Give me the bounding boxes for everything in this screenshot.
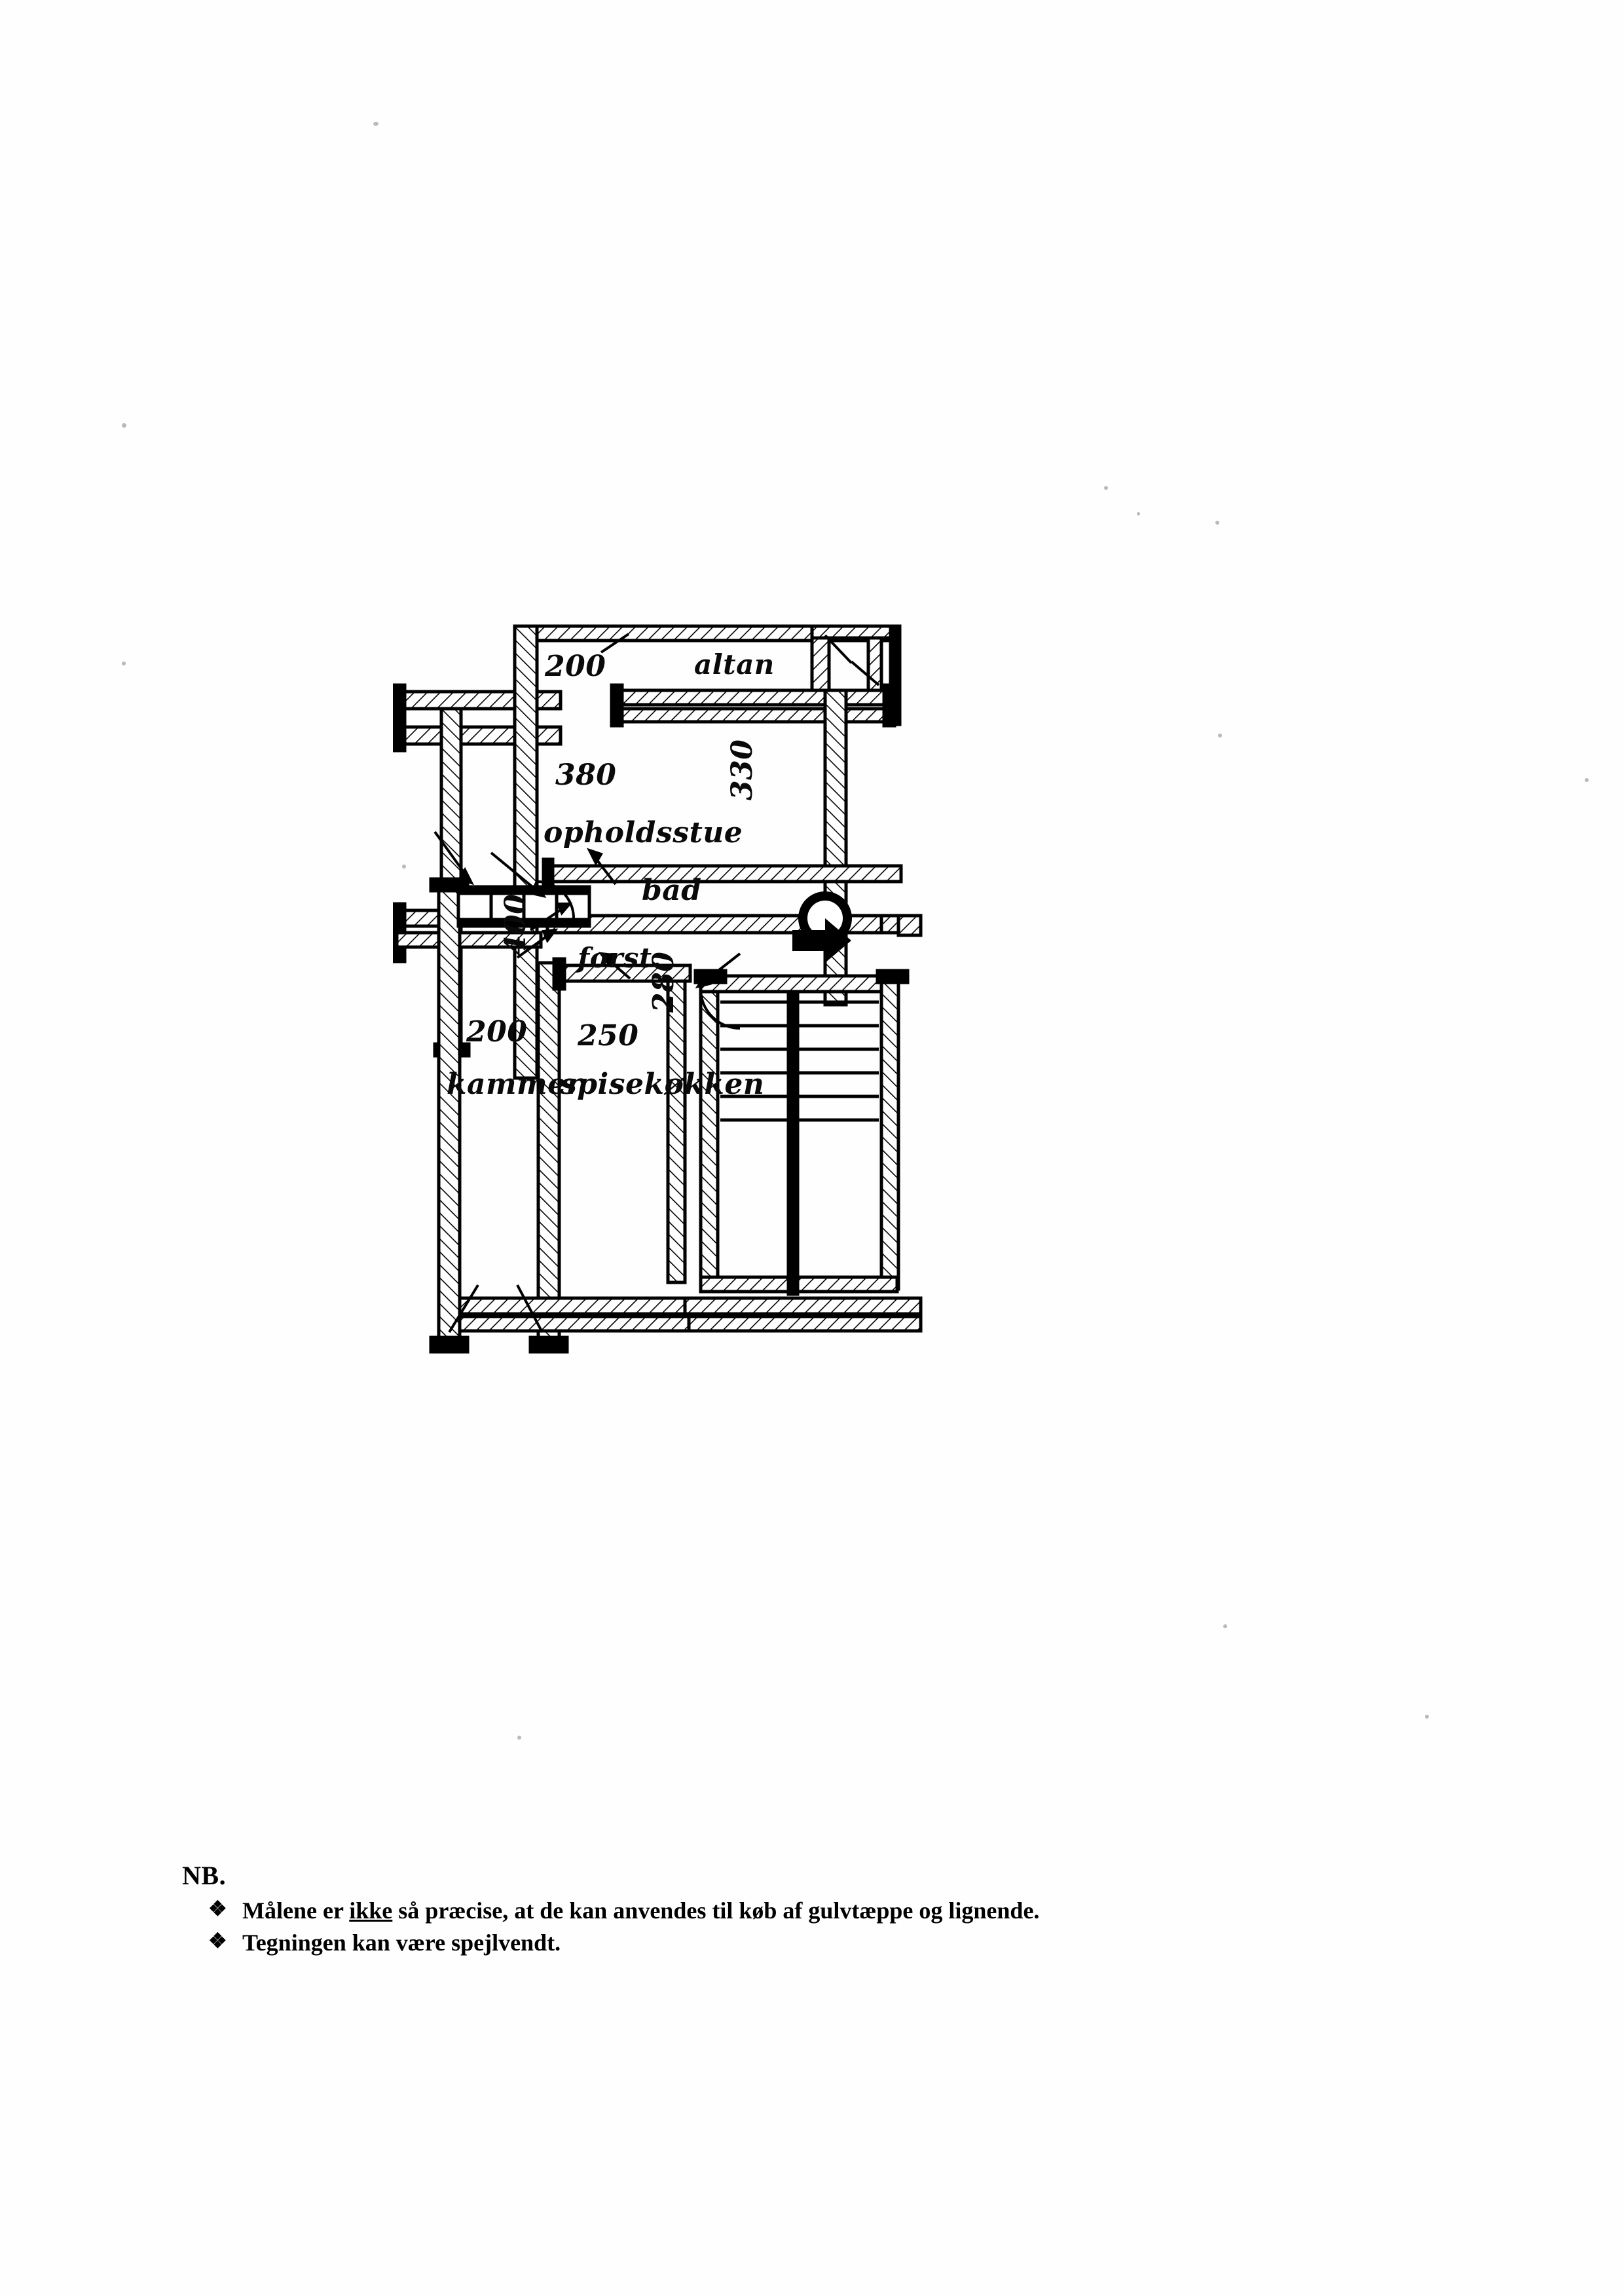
note-item-pre: Målene er — [242, 1897, 350, 1924]
room-label-spisekokken: spisekøkken — [561, 1068, 765, 1101]
dimension-forst: 400 — [499, 893, 532, 955]
room-label-altan: altan — [694, 648, 775, 681]
floor-plan-drawing — [393, 622, 1218, 1572]
note-list — [182, 1895, 1426, 1958]
scan-speckle — [1137, 512, 1140, 515]
note-item-post: så præcise, at de kan anvendes til køb af gulvtæppe og lignende. — [392, 1897, 1040, 1924]
note-item-pre: Tegningen kan være spejlvendt. — [242, 1929, 561, 1956]
room-label-forst: forst. — [578, 942, 662, 974]
scan-speckle — [122, 662, 126, 665]
scan-speckle — [1223, 1624, 1227, 1628]
note-item — [208, 1895, 1426, 1927]
bullet-icon: ❖ — [208, 1928, 227, 1952]
scan-speckle — [122, 423, 126, 428]
scan-speckle — [1585, 778, 1589, 782]
scan-speckle — [1104, 486, 1108, 490]
note-item — [208, 1927, 1426, 1959]
scan-speckle — [1218, 734, 1222, 737]
dimension-stue-hoejde: 330 — [726, 739, 759, 800]
dimension-koekken-dybde: 280 — [647, 951, 680, 1013]
note-block — [182, 1860, 1426, 1958]
dimension-kammer: 200 — [466, 1015, 528, 1049]
room-label-kammer: kammer — [447, 1068, 582, 1101]
scan-speckle — [517, 1736, 521, 1740]
scan-speckle — [1215, 521, 1219, 525]
room-label-bad: bad — [642, 874, 702, 907]
bullet-icon: ❖ — [208, 1897, 227, 1920]
scan-speckle — [373, 122, 378, 126]
scan-speckle — [1425, 1715, 1429, 1719]
dimension-koekken-bredde: 250 — [578, 1019, 639, 1053]
room-label-opholdsstue: opholdsstue — [544, 816, 743, 849]
dimension-stue-laengde: 380 — [555, 758, 617, 792]
note-title: NB. — [182, 1861, 227, 1890]
dimension-stue-bredde: 200 — [545, 650, 606, 683]
note-item-underlined: ikke — [349, 1897, 393, 1924]
